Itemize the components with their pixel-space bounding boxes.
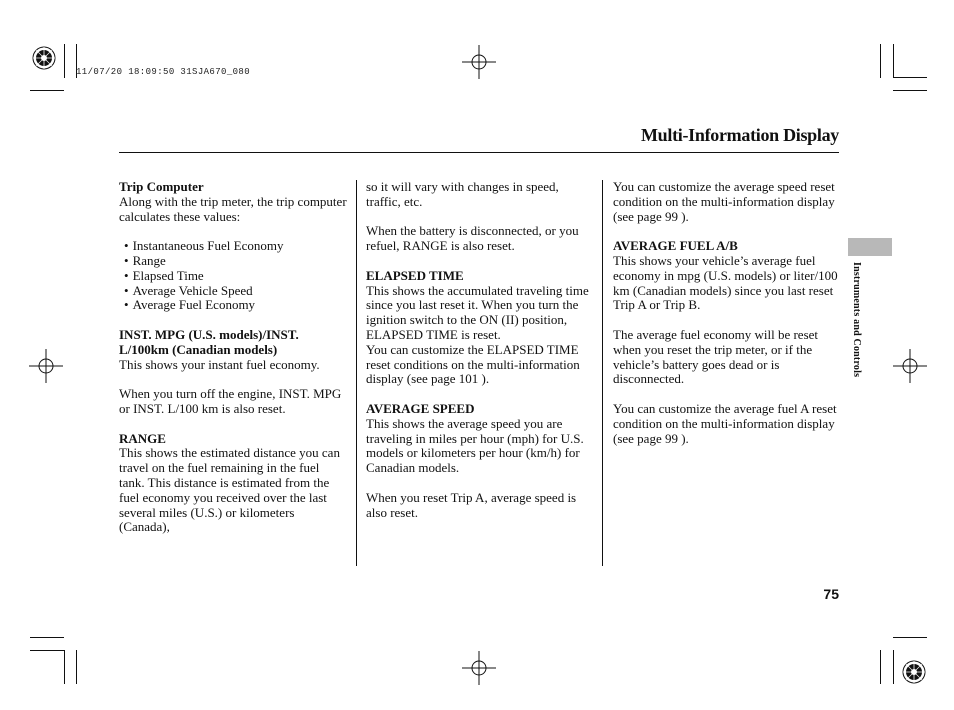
average-fuel-heading: AVERAGE FUEL A/B xyxy=(613,238,738,254)
average-speed-heading: AVERAGE SPEED xyxy=(366,400,475,416)
range-heading: RANGE xyxy=(119,430,166,446)
page-number: 75 xyxy=(823,586,839,602)
crosshair-target-icon xyxy=(462,651,496,685)
column-divider xyxy=(356,180,357,566)
trip-computer-intro: Along with the trip meter, the trip computer calculates these values: xyxy=(119,193,347,224)
print-stamp: 11/07/20 18:09:50 31SJA670_080 xyxy=(76,67,251,77)
list-item: • Average Vehicle Speed xyxy=(119,284,347,299)
list-item: • Elapsed Time xyxy=(119,269,347,284)
column-1 xyxy=(119,180,347,535)
title-rule xyxy=(119,152,839,153)
trip-computer-heading: Trip Computer xyxy=(119,179,204,194)
average-fuel-reset-text: The average fuel economy will be reset when you reset the trip meter, or if the vehicle’s battery goes dead or is disconnected. xyxy=(613,326,819,387)
inst-mpg-text: This shows your instant fuel economy. xyxy=(119,356,320,372)
elapsed-time-custom-text: You can customize the ELAPSED TIME reset conditions on the multi-information display (see page 101 ). xyxy=(366,341,580,387)
crosshair-target-icon xyxy=(893,349,927,383)
column-2 xyxy=(366,180,594,520)
inst-mpg-heading: INST. MPG (U.S. models)/INST. L/100km (Canadian models) xyxy=(119,326,299,357)
average-speed-custom-text: You can customize the average speed reset condition on the multi-information display (see page 99 ). xyxy=(613,179,835,224)
list-item: • Average Fuel Economy xyxy=(119,298,347,313)
elapsed-time-heading: ELAPSED TIME xyxy=(366,267,464,283)
range-continued-text: so it will vary with changes in speed, traffic, etc. xyxy=(366,179,559,209)
column-divider xyxy=(602,180,603,566)
page-title: Multi-Information Display xyxy=(640,125,839,145)
list-item: • Instantaneous Fuel Economy xyxy=(119,239,347,254)
range-text: This shows the estimated distance you can travel on the fuel remaining in the fuel tank. This distance is estimated from the fuel economy you received over the last several miles (U.S.) or kilometers (Canada), xyxy=(119,445,340,535)
column-3 xyxy=(613,180,841,446)
average-speed-reset-text: When you reset Trip A, average speed is also reset. xyxy=(366,489,577,520)
crosshair-target-icon xyxy=(29,349,63,383)
trip-values-list xyxy=(119,239,347,313)
crosshair-target-icon xyxy=(462,45,496,79)
average-fuel-text: This shows your vehicle’s average fuel economy in mpg (U.S. models) or liter/100 km (Canadian models) since you last reset Trip A or Trip B. xyxy=(613,252,838,313)
starburst-target-icon xyxy=(903,661,925,683)
list-item: • Range xyxy=(119,254,347,269)
average-fuel-custom-text: You can customize the average fuel A reset condition on the multi-information display (see page 99 ). xyxy=(613,400,837,446)
range-reset-text: When the battery is disconnected, or you refuel, RANGE is also reset. xyxy=(366,223,579,254)
section-tab-label: Instruments and Controls xyxy=(851,262,862,378)
average-speed-text: This shows the average speed you are traveling in miles per hour (mph) for U.S. models or kilometers per hour (km/h) for Canadian models. xyxy=(366,415,584,476)
starburst-target-icon xyxy=(33,47,55,69)
elapsed-time-text: This shows the accumulated traveling time since you last reset it. When you turn the ignition switch to the ON (II) position, ELAPSED TIME is reset. xyxy=(366,282,589,342)
inst-mpg-reset-text: When you turn off the engine, INST. MPG or INST. L/100 km is also reset. xyxy=(119,386,342,416)
section-tab xyxy=(848,238,892,256)
